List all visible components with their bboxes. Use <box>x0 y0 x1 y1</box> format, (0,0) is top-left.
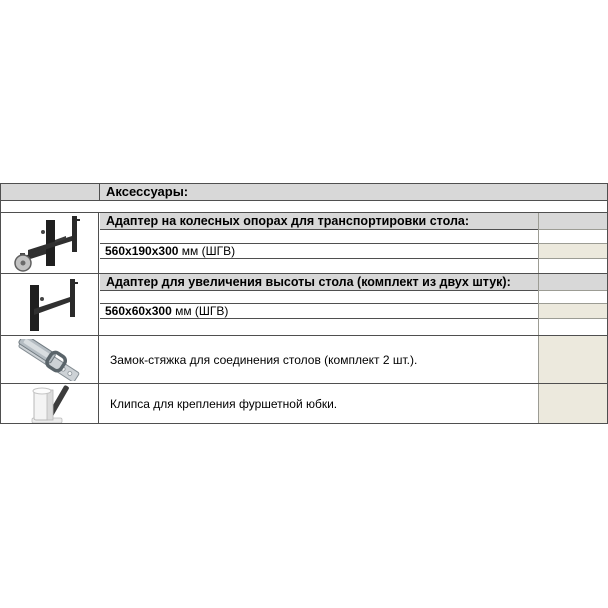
accessories-table <box>0 183 608 424</box>
product-content-cell <box>100 336 538 383</box>
table-row-height-adapter <box>1 273 607 335</box>
accent-gray-cell <box>539 274 607 291</box>
table-row-caster-adapter <box>1 212 607 273</box>
accent-beige-cell <box>539 384 607 423</box>
product-image-cell <box>1 336 99 383</box>
column-divider <box>99 184 100 200</box>
accent-column-cell <box>538 274 607 335</box>
accent-beige-cell <box>539 336 607 383</box>
product-dimensions <box>100 303 538 319</box>
product-image-cell <box>1 274 99 335</box>
product-dimensions <box>100 243 538 259</box>
accent-column-cell <box>538 384 607 423</box>
product-content-cell <box>100 213 538 273</box>
accent-gray-cell <box>539 213 607 230</box>
product-description: Клипса для крепления фуршетной юбки. <box>110 396 338 411</box>
product-title: Адаптер для увеличения высоты стола (комплект из двух штук): <box>100 274 538 291</box>
product-image-cell <box>1 384 99 423</box>
accent-beige-cell <box>539 303 607 319</box>
height-adapter-icon <box>12 277 87 333</box>
table-row-draw-latch <box>1 335 607 383</box>
product-content-cell <box>100 384 538 423</box>
accent-column-cell <box>538 213 607 273</box>
accent-column-cell <box>538 336 607 383</box>
dimension-suffix: мм (ШГВ) <box>171 304 229 318</box>
table-header-label: Аксессуары: <box>106 184 189 199</box>
skirt-clip-icon <box>24 385 76 423</box>
dimension-suffix: мм (ШГВ) <box>178 244 236 258</box>
draw-latch-icon <box>12 339 88 381</box>
caster-adapter-icon <box>10 214 90 272</box>
accent-beige-cell <box>539 243 607 259</box>
dimension-value: 560x190x300 <box>105 244 179 258</box>
table-header-row <box>1 184 607 201</box>
product-image-cell <box>1 213 99 273</box>
dimension-value: 560x60x300 <box>105 304 172 318</box>
product-description: Замок-стяжка для соединения столов (комплект 2 шт.). <box>110 352 418 367</box>
product-title: Адаптер на колесных опорах для транспортировки стола: <box>100 213 538 230</box>
table-row-skirt-clip <box>1 383 607 423</box>
product-content-cell <box>100 274 538 335</box>
